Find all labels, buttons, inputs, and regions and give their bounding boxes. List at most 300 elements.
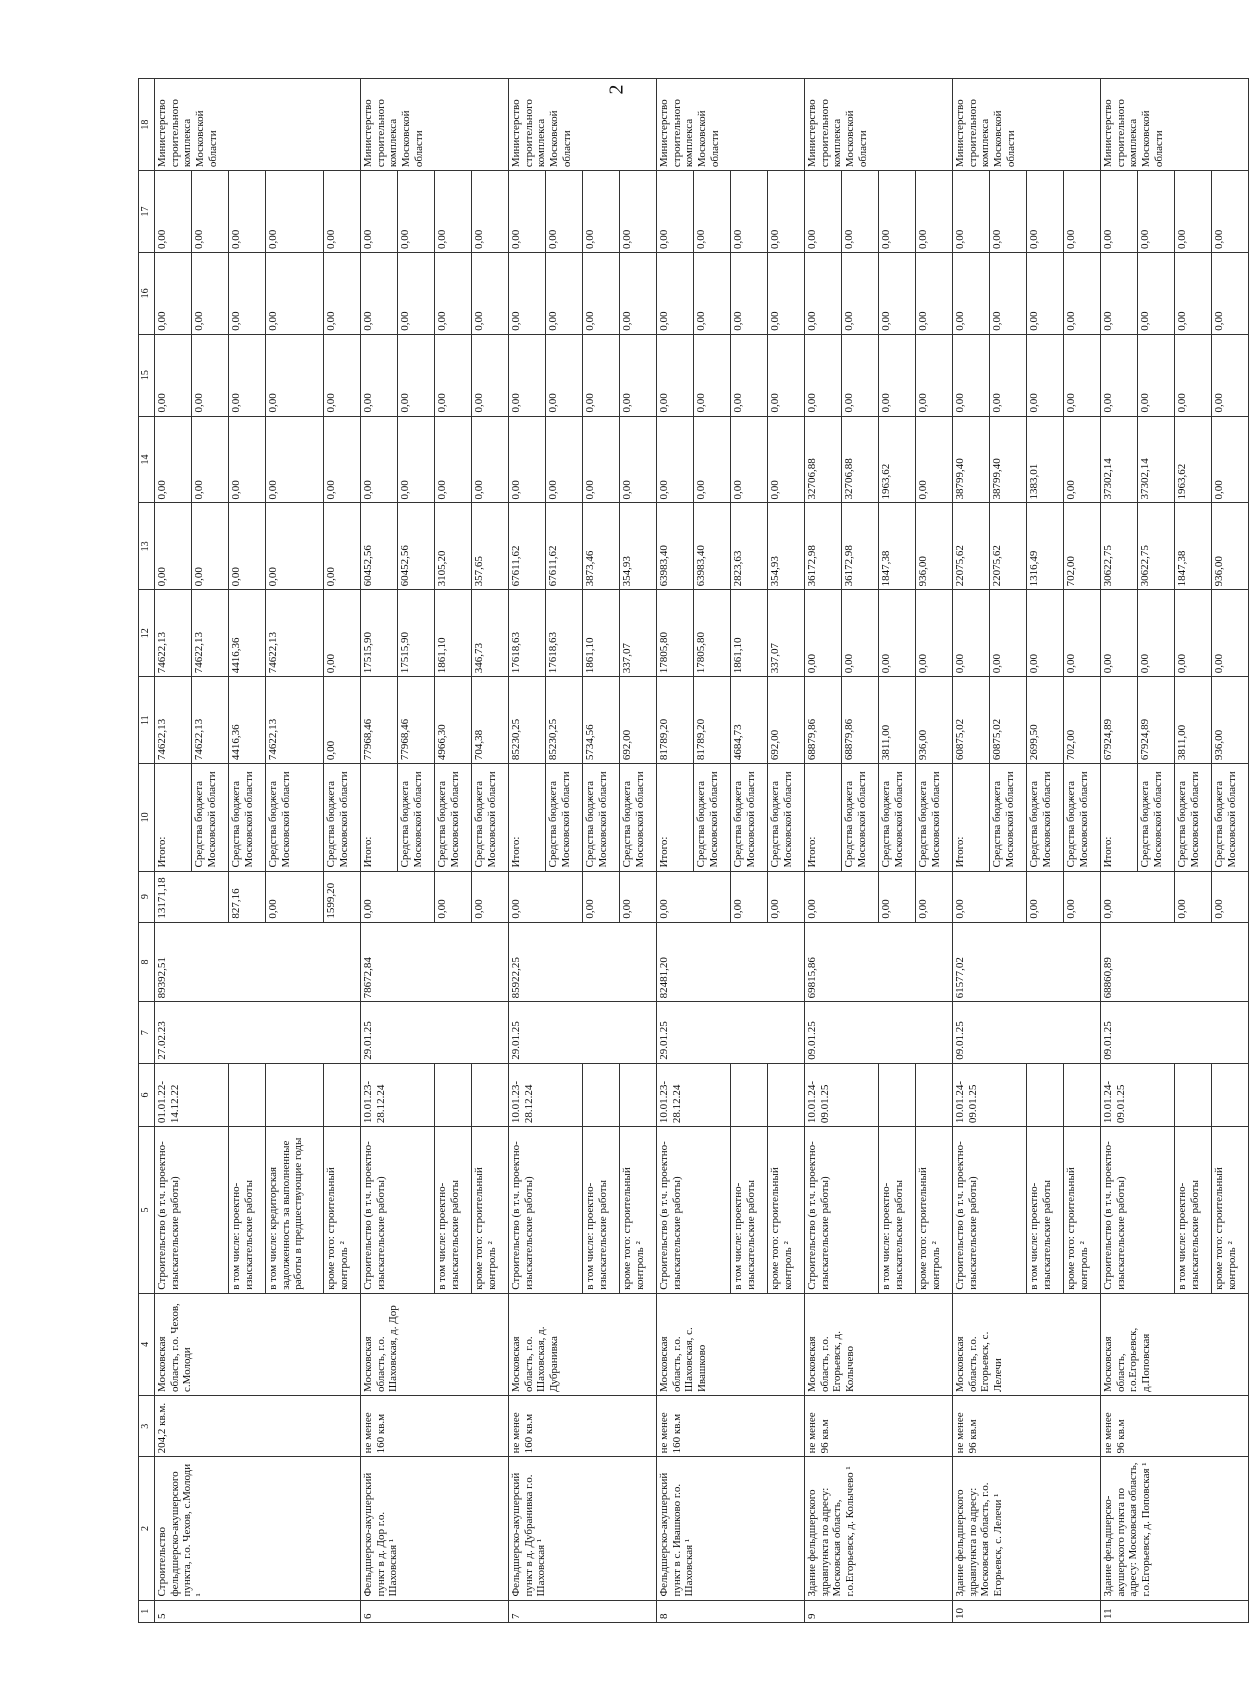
amount-cell: 67924,89 — [1101, 677, 1138, 764]
amount-cell: 0,00 — [472, 334, 509, 416]
header-cell: 2 — [139, 1457, 155, 1600]
work-type: в том числе: кредиторская задолженность за выполненные работы в предшествующие годы — [266, 1127, 324, 1294]
funded-amount: 0,00 — [435, 871, 472, 922]
period-empty — [1212, 1063, 1249, 1126]
period-empty — [731, 1063, 768, 1126]
period-empty — [229, 1063, 266, 1126]
work-type: в том числе: проектно-изыскательские работы — [1175, 1127, 1212, 1294]
amount-cell: 3811,00 — [1175, 677, 1212, 764]
amount-cell: 936,00 — [1212, 677, 1249, 764]
amount-cell: 0,00 — [398, 252, 435, 334]
funded-amount: 0,00 — [731, 871, 768, 922]
estimated-cost: 78672,84 — [361, 922, 509, 1002]
header-cell: 18 — [139, 79, 155, 171]
funding-source: Средства бюджета Московской области — [694, 764, 731, 871]
amount-cell: 1847,38 — [879, 503, 916, 590]
funded-amount: 0,00 — [953, 871, 1027, 922]
amount-cell: 0,00 — [509, 334, 546, 416]
amount-cell: 77968,46 — [398, 677, 435, 764]
amount-cell: 0,00 — [361, 171, 398, 253]
header-cell: 1 — [139, 1600, 155, 1622]
estimated-cost: 82481,20 — [657, 922, 805, 1002]
table-row — [155, 79, 192, 1623]
amount-cell: 0,00 — [266, 416, 324, 503]
amount-cell: 0,00 — [229, 503, 266, 590]
object-name: Здание фельдшерского здравпункта по адресу: Московская область, г.о. Егорьевск, с. Лелечи ¹ — [953, 1457, 1101, 1600]
item-number: 10 — [953, 1600, 1101, 1622]
amount-cell: 0,00 — [916, 171, 953, 253]
item-number: 8 — [657, 1600, 805, 1622]
completion-date: 09.01.25 — [1101, 1002, 1249, 1063]
amount-cell: 38799,40 — [953, 416, 990, 503]
amount-cell: 74622,13 — [266, 590, 324, 677]
amount-cell: 0,00 — [990, 334, 1027, 416]
amount-cell: 85230,25 — [509, 677, 546, 764]
amount-cell: 0,00 — [266, 252, 324, 334]
header-cell: 11 — [139, 677, 155, 764]
capacity: не менее 160 кв.м — [657, 1396, 805, 1457]
amount-cell: 37302,14 — [1101, 416, 1138, 503]
header-cell: 5 — [139, 1127, 155, 1294]
amount-cell: 0,00 — [620, 171, 657, 253]
period: 01.01.22-14.12.22 — [155, 1063, 229, 1126]
capacity: не менее 96 кв.м — [805, 1396, 953, 1457]
work-type: кроме того: строительный контроль ² — [1212, 1127, 1249, 1294]
period-empty — [583, 1063, 620, 1126]
amount-cell: 0,00 — [620, 334, 657, 416]
amount-cell: 0,00 — [1064, 416, 1101, 503]
funding-source: Средства бюджета Московской области — [192, 764, 229, 871]
item-number: 5 — [155, 1600, 361, 1622]
amount-cell: 32706,88 — [805, 416, 842, 503]
amount-cell: 0,00 — [694, 416, 731, 503]
amount-cell: 0,00 — [953, 590, 990, 677]
address: Московская область, г.о.Егорьевск, д.Поповская — [1101, 1293, 1249, 1395]
capacity: не менее 160 кв.м — [361, 1396, 509, 1457]
amount-cell: 0,00 — [805, 252, 842, 334]
amount-cell: 0,00 — [1027, 252, 1064, 334]
period: 10.01.23-28.12.24 — [361, 1063, 435, 1126]
amount-cell: 0,00 — [324, 171, 361, 253]
funded-amount: 827,16 — [229, 871, 266, 922]
amount-cell: 692,00 — [768, 677, 805, 764]
work-type: в том числе: проектно-изыскательские работы — [731, 1127, 768, 1294]
amount-cell: 1861,10 — [731, 590, 768, 677]
amount-cell: 0,00 — [266, 334, 324, 416]
amount-cell: 74622,13 — [192, 590, 229, 677]
period-empty — [1175, 1063, 1212, 1126]
object-name: Здание фельдшерского здравпункта по адресу: Московская область, г.о.Егорьевск, д. Колычево ¹ — [805, 1457, 953, 1600]
amount-cell: 0,00 — [1175, 252, 1212, 334]
amount-cell: 0,00 — [916, 590, 953, 677]
amount-cell: 0,00 — [229, 334, 266, 416]
amount-cell: 0,00 — [842, 334, 879, 416]
item-number: 11 — [1101, 1600, 1249, 1622]
amount-cell: 0,00 — [192, 503, 229, 590]
funding-source: Средства бюджета Московской области — [879, 764, 916, 871]
amount-cell: 17618,63 — [546, 590, 583, 677]
amount-cell: 0,00 — [192, 252, 229, 334]
amount-cell: 60875,02 — [990, 677, 1027, 764]
table-row — [953, 79, 990, 1623]
address: Московская область, г.о. Егорьевск, д. Колычево — [805, 1293, 953, 1395]
amount-cell: 0,00 — [1175, 171, 1212, 253]
amount-cell: 17515,90 — [361, 590, 398, 677]
funding-source: Средства бюджета Московской области — [1212, 764, 1249, 871]
amount-cell: 0,00 — [398, 416, 435, 503]
work-type: кроме того: строительный контроль ² — [472, 1127, 509, 1294]
funding-source: Итого: — [155, 764, 192, 871]
funding-source: Средства бюджета Московской области — [731, 764, 768, 871]
amount-cell: 0,00 — [953, 252, 990, 334]
funded-amount: 0,00 — [879, 871, 916, 922]
amount-cell: 0,00 — [1212, 590, 1249, 677]
amount-cell: 81789,20 — [657, 677, 694, 764]
amount-cell: 30622,75 — [1101, 503, 1138, 590]
amount-cell: 0,00 — [583, 334, 620, 416]
table-body — [139, 79, 1249, 1623]
amount-cell: 4416,36 — [229, 677, 266, 764]
amount-cell: 0,00 — [731, 171, 768, 253]
header-cell: 17 — [139, 171, 155, 253]
amount-cell: 0,00 — [731, 252, 768, 334]
table-row — [1101, 79, 1138, 1623]
period-empty — [324, 1063, 361, 1126]
amount-cell: 0,00 — [1101, 252, 1138, 334]
funded-amount: 0,00 — [472, 871, 509, 922]
amount-cell: 0,00 — [398, 334, 435, 416]
funding-source: Средства бюджета Московской области — [435, 764, 472, 871]
executor: Министерство строительного комплекса Московской области — [361, 79, 509, 171]
funded-amount: 0,00 — [266, 871, 324, 922]
amount-cell: 0,00 — [435, 171, 472, 253]
funding-source: Средства бюджета Московской области — [324, 764, 361, 871]
amount-cell: 67924,89 — [1138, 677, 1175, 764]
amount-cell: 0,00 — [953, 334, 990, 416]
header-cell: 12 — [139, 590, 155, 677]
period-empty — [472, 1063, 509, 1126]
funding-source: Средства бюджета Московской области — [583, 764, 620, 871]
address: Московская область, г.о. Чехов, с.Молоди — [155, 1293, 361, 1395]
executor: Министерство строительного комплекса Московской области — [509, 79, 657, 171]
amount-cell: 0,00 — [266, 503, 324, 590]
funded-amount: 0,00 — [1064, 871, 1101, 922]
work-type: Строительство (в т.ч. проектно-изыскательские работы) — [657, 1127, 731, 1294]
amount-cell: 37302,14 — [1138, 416, 1175, 503]
amount-cell: 0,00 — [1064, 171, 1101, 253]
amount-cell: 0,00 — [583, 416, 620, 503]
amount-cell: 0,00 — [1064, 334, 1101, 416]
amount-cell: 17805,80 — [657, 590, 694, 677]
amount-cell: 0,00 — [324, 677, 361, 764]
funding-source: Средства бюджета Московской области — [1138, 764, 1175, 871]
period-empty — [435, 1063, 472, 1126]
header-cell: 7 — [139, 1002, 155, 1063]
executor: Министерство строительного комплекса Московской области — [657, 79, 805, 171]
amount-cell: 5734,56 — [583, 677, 620, 764]
estimated-cost: 69815,86 — [805, 922, 953, 1002]
amount-cell: 0,00 — [657, 252, 694, 334]
amount-cell: 0,00 — [879, 590, 916, 677]
amount-cell: 0,00 — [361, 252, 398, 334]
amount-cell: 0,00 — [266, 171, 324, 253]
estimated-cost: 61577,02 — [953, 922, 1101, 1002]
work-type: кроме того: строительный контроль ² — [620, 1127, 657, 1294]
funded-amount: 0,00 — [1101, 871, 1175, 922]
funding-source: Средства бюджета Московской области — [916, 764, 953, 871]
period: 10.01.24-09.01.25 — [953, 1063, 1027, 1126]
executor: Министерство строительного комплекса Московской области — [805, 79, 953, 171]
amount-cell: 0,00 — [155, 334, 192, 416]
table-row — [805, 79, 842, 1623]
header-cell: 10 — [139, 764, 155, 871]
work-type: кроме того: строительный контроль ² — [1064, 1127, 1101, 1294]
table-row — [361, 79, 398, 1623]
amount-cell: 4966,30 — [435, 677, 472, 764]
funded-amount: 0,00 — [805, 871, 879, 922]
amount-cell: 0,00 — [472, 416, 509, 503]
amount-cell: 3105,20 — [435, 503, 472, 590]
funded-amount: 0,00 — [916, 871, 953, 922]
amount-cell: 74622,13 — [192, 677, 229, 764]
executor: Министерство строительного комплекса Московской области — [155, 79, 361, 171]
amount-cell: 36172,98 — [842, 503, 879, 590]
amount-cell: 0,00 — [657, 171, 694, 253]
address: Московская область, г.о. Шаховская, д. Дор — [361, 1293, 509, 1395]
amount-cell: 0,00 — [768, 171, 805, 253]
amount-cell: 0,00 — [1138, 590, 1175, 677]
period: 10.01.24-09.01.25 — [1101, 1063, 1175, 1126]
header-cell: 16 — [139, 252, 155, 334]
amount-cell: 0,00 — [1212, 252, 1249, 334]
amount-cell: 0,00 — [842, 171, 879, 253]
period-empty — [1027, 1063, 1064, 1126]
estimated-cost: 68860,89 — [1101, 922, 1249, 1002]
amount-cell: 0,00 — [546, 252, 583, 334]
amount-cell: 0,00 — [768, 252, 805, 334]
amount-cell: 702,00 — [1064, 503, 1101, 590]
amount-cell: 0,00 — [805, 334, 842, 416]
header-cell: 8 — [139, 922, 155, 1002]
funded-amount: 0,00 — [1027, 871, 1064, 922]
amount-cell: 85230,25 — [546, 677, 583, 764]
amount-cell: 0,00 — [155, 503, 192, 590]
work-type: Строительство (в т.ч. проектно-изыскательские работы) — [155, 1127, 229, 1294]
amount-cell: 354,93 — [620, 503, 657, 590]
amount-cell: 0,00 — [620, 252, 657, 334]
period-empty — [266, 1063, 324, 1126]
amount-cell: 0,00 — [916, 252, 953, 334]
object-name: Здание фельдшерско-акушерского пункта по адресу: Московская область, г.о.Егорьевск, д. Поповская ¹ — [1101, 1457, 1249, 1600]
capacity: 204,2 кв.м. — [155, 1396, 361, 1457]
work-type: в том числе: проектно-изыскательские работы — [583, 1127, 620, 1294]
amount-cell: 0,00 — [435, 334, 472, 416]
item-number: 6 — [361, 1600, 509, 1622]
amount-cell: 936,00 — [916, 677, 953, 764]
amount-cell: 0,00 — [192, 416, 229, 503]
amount-cell: 354,93 — [768, 503, 805, 590]
funding-source: Средства бюджета Московской области — [1064, 764, 1101, 871]
period: 10.01.24-09.01.25 — [805, 1063, 879, 1126]
amount-cell: 3811,00 — [879, 677, 916, 764]
completion-date: 29.01.25 — [657, 1002, 805, 1063]
amount-cell: 38799,40 — [990, 416, 1027, 503]
funding-source: Средства бюджета Московской области — [398, 764, 435, 871]
amount-cell: 1861,10 — [583, 590, 620, 677]
amount-cell: 0,00 — [324, 503, 361, 590]
amount-cell: 0,00 — [546, 334, 583, 416]
amount-cell: 0,00 — [435, 252, 472, 334]
period-empty — [879, 1063, 916, 1126]
amount-cell: 0,00 — [361, 416, 398, 503]
amount-cell: 3873,46 — [583, 503, 620, 590]
work-type: Строительство (в т.ч. проектно-изыскательские работы) — [805, 1127, 879, 1294]
amount-cell: 0,00 — [1212, 334, 1249, 416]
table-row — [509, 79, 546, 1623]
work-type: Строительство (в т.ч. проектно-изыскательские работы) — [953, 1127, 1027, 1294]
funded-amount: 0,00 — [1212, 871, 1249, 922]
amount-cell: 0,00 — [324, 334, 361, 416]
amount-cell: 0,00 — [229, 416, 266, 503]
amount-cell: 337,07 — [620, 590, 657, 677]
amount-cell: 2699,50 — [1027, 677, 1064, 764]
amount-cell: 0,00 — [509, 171, 546, 253]
period: 10.01.23-28.12.24 — [509, 1063, 583, 1126]
funding-source: Средства бюджета Московской области — [229, 764, 266, 871]
amount-cell: 0,00 — [1027, 171, 1064, 253]
amount-cell: 702,00 — [1064, 677, 1101, 764]
amount-cell: 81789,20 — [694, 677, 731, 764]
amount-cell: 0,00 — [1138, 171, 1175, 253]
amount-cell: 337,07 — [768, 590, 805, 677]
funding-source: Итого: — [509, 764, 546, 871]
funding-source: Средства бюджета Московской области — [546, 764, 583, 871]
funded-amount: 0,00 — [361, 871, 435, 922]
amount-cell: 0,00 — [1138, 334, 1175, 416]
amount-cell: 4416,36 — [229, 590, 266, 677]
amount-cell: 0,00 — [155, 171, 192, 253]
amount-cell: 1861,10 — [435, 590, 472, 677]
amount-cell: 17515,90 — [398, 590, 435, 677]
object-name: Фельдшерско-акушерский пункт в д. Дор г.о. Шаховская ¹ — [361, 1457, 509, 1600]
period-empty — [1064, 1063, 1101, 1126]
amount-cell: 0,00 — [472, 171, 509, 253]
object-name: Фельдшерско-акушерский пункт в д. Дубранивка г.о. Шаховская ¹ — [509, 1457, 657, 1600]
amount-cell: 0,00 — [435, 416, 472, 503]
completion-date: 09.01.25 — [805, 1002, 953, 1063]
address: Московская область, г.о. Шаховская, д. Дубранивка — [509, 1293, 657, 1395]
amount-cell: 0,00 — [879, 171, 916, 253]
amount-cell: 0,00 — [1175, 334, 1212, 416]
amount-cell: 346,73 — [472, 590, 509, 677]
amount-cell: 0,00 — [324, 252, 361, 334]
work-type: кроме того: строительный контроль ² — [324, 1127, 361, 1294]
work-type: в том числе: проектно-изыскательские работы — [229, 1127, 266, 1294]
amount-cell: 0,00 — [546, 171, 583, 253]
amount-cell: 22075,62 — [953, 503, 990, 590]
amount-cell: 0,00 — [1175, 590, 1212, 677]
funding-source: Средства бюджета Московской области — [266, 764, 324, 871]
amount-cell: 0,00 — [192, 171, 229, 253]
amount-cell: 0,00 — [620, 416, 657, 503]
amount-cell: 0,00 — [509, 416, 546, 503]
amount-cell: 0,00 — [324, 590, 361, 677]
funding-source: Средства бюджета Московской области — [768, 764, 805, 871]
completion-date: 29.01.25 — [361, 1002, 509, 1063]
amount-cell: 0,00 — [509, 252, 546, 334]
amount-cell: 0,00 — [694, 171, 731, 253]
completion-date: 09.01.25 — [953, 1002, 1101, 1063]
amount-cell: 1963,62 — [1175, 416, 1212, 503]
amount-cell: 60452,56 — [398, 503, 435, 590]
work-type: Строительство (в т.ч. проектно-изыскательские работы) — [1101, 1127, 1175, 1294]
amount-cell: 0,00 — [1064, 590, 1101, 677]
header-cell: 3 — [139, 1396, 155, 1457]
funding-source: Итого: — [805, 764, 842, 871]
funding-source: Средства бюджета Московской области — [620, 764, 657, 871]
amount-cell: 0,00 — [1027, 334, 1064, 416]
amount-cell: 0,00 — [657, 416, 694, 503]
executor: Министерство строительного комплекса Московской области — [1101, 79, 1249, 171]
amount-cell: 0,00 — [229, 252, 266, 334]
amount-cell: 0,00 — [324, 416, 361, 503]
estimated-cost: 89392,51 — [155, 922, 361, 1002]
amount-cell: 0,00 — [192, 334, 229, 416]
amount-cell: 0,00 — [842, 590, 879, 677]
amount-cell: 60452,56 — [361, 503, 398, 590]
amount-cell: 67611,62 — [546, 503, 583, 590]
amount-cell: 77968,46 — [361, 677, 398, 764]
funded-amount: 0,00 — [509, 871, 583, 922]
capacity: не менее 96 кв.м — [953, 1396, 1101, 1457]
completion-date: 27.02.23 — [155, 1002, 361, 1063]
amount-cell: 0,00 — [916, 334, 953, 416]
amount-cell: 2823,63 — [731, 503, 768, 590]
amount-cell: 0,00 — [1212, 171, 1249, 253]
funding-source: Средства бюджета Московской области — [990, 764, 1027, 871]
amount-cell: 704,38 — [472, 677, 509, 764]
amount-cell: 0,00 — [398, 171, 435, 253]
amount-cell: 0,00 — [229, 171, 266, 253]
header-cell: 6 — [139, 1063, 155, 1126]
amount-cell: 0,00 — [953, 171, 990, 253]
amount-cell: 0,00 — [1101, 171, 1138, 253]
address: Московская область, г.о. Шаховская, с. Ивашково — [657, 1293, 805, 1395]
funded-amount: 0,00 — [620, 871, 657, 922]
item-number: 7 — [509, 1600, 657, 1622]
amount-cell: 17805,80 — [694, 590, 731, 677]
amount-cell: 60875,02 — [953, 677, 990, 764]
amount-cell: 30622,75 — [1138, 503, 1175, 590]
period: 10.01.23-28.12.24 — [657, 1063, 731, 1126]
funding-source: Средства бюджета Московской области — [1175, 764, 1212, 871]
work-type: Строительство (в т.ч. проектно-изыскательские работы) — [509, 1127, 583, 1294]
item-number: 9 — [805, 1600, 953, 1622]
amount-cell: 63983,40 — [694, 503, 731, 590]
amount-cell: 692,00 — [620, 677, 657, 764]
amount-cell: 1383,01 — [1027, 416, 1064, 503]
amount-cell: 0,00 — [731, 334, 768, 416]
amount-cell: 74622,13 — [266, 677, 324, 764]
header-cell: 9 — [139, 871, 155, 922]
object-name: Фельдшерско-акушерский пункт в с. Ивашково г.о. Шаховская ¹ — [657, 1457, 805, 1600]
header-row — [139, 79, 155, 1623]
table-row — [657, 79, 694, 1623]
address: Московская область, г.о. Егорьевск, с. Лелечи — [953, 1293, 1101, 1395]
header-cell: 14 — [139, 416, 155, 503]
amount-cell: 936,00 — [916, 503, 953, 590]
amount-cell: 74622,13 — [155, 590, 192, 677]
